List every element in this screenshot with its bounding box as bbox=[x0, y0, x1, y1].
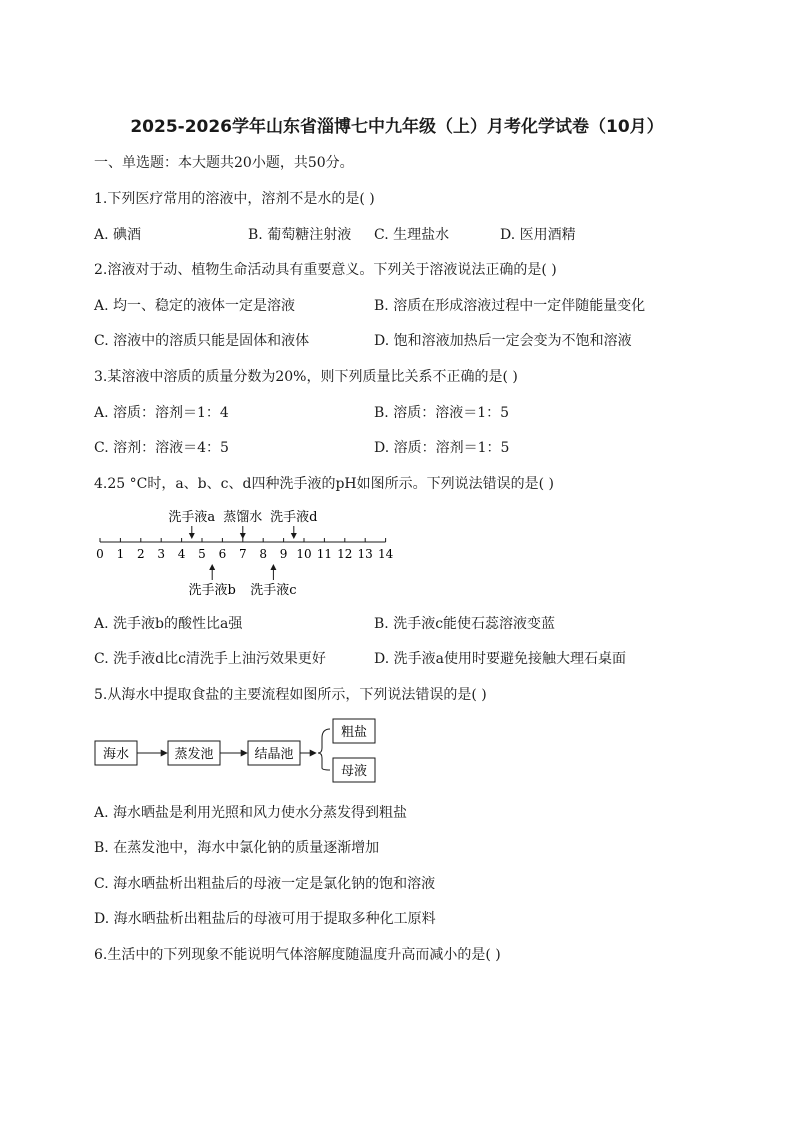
ph-arrowhead-down bbox=[291, 533, 297, 539]
q1-option-b: B. 葡萄糖注射液 bbox=[248, 227, 352, 243]
question-1-stem: 1.下列医疗常用的溶液中，溶剂不是水的是( ) bbox=[94, 191, 375, 207]
page-title: 2025-2026学年山东省淄博七中九年级（上）月考化学试卷（10月） bbox=[130, 117, 664, 137]
ph-tick-label: 8 bbox=[259, 547, 268, 561]
q2-option-d: D. 饱和溶液加热后一定会变为不饱和溶液 bbox=[374, 333, 632, 349]
ph-tick-label: 6 bbox=[218, 547, 227, 561]
q2-option-a: A. 均一、稳定的液体一定是溶液 bbox=[94, 298, 296, 314]
ph-label-above: 洗手液d bbox=[270, 510, 318, 525]
q1-option-d: D. 医用酒精 bbox=[500, 227, 576, 243]
q1-option-c: C. 生理盐水 bbox=[374, 227, 450, 243]
ph-tick-label: 7 bbox=[238, 547, 247, 561]
question-2-stem: 2.溶液对于动、植物生命活动具有重要意义。下列关于溶液说法正确的是( ) bbox=[94, 262, 557, 278]
ph-tick-label: 4 bbox=[177, 547, 186, 561]
q2-option-c: C. 溶液中的溶质只能是固体和液体 bbox=[94, 333, 310, 349]
ph-tick-label: 0 bbox=[96, 547, 104, 561]
ph-arrowhead-up bbox=[209, 564, 215, 570]
flow-output-crude-salt-label: 粗盐 bbox=[340, 725, 368, 740]
question-6-stem: 6.生活中的下列现象不能说明气体溶解度随温度升高而减小的是( ) bbox=[94, 947, 501, 963]
ph-tick-label: 1 bbox=[116, 547, 125, 561]
ph-tick-label: 12 bbox=[337, 547, 353, 561]
ph-tick-label: 13 bbox=[357, 547, 373, 561]
ph-label-above: 蒸馏水 bbox=[223, 510, 263, 525]
q4-option-d: D. 洗手液a使用时要避免接触大理石桌面 bbox=[374, 651, 626, 667]
q5-option-b: B. 在蒸发池中，海水中氯化钠的质量逐渐增加 bbox=[94, 840, 380, 856]
ph-tick-label: 14 bbox=[377, 547, 394, 561]
ph-ticks bbox=[96, 538, 393, 561]
q5-option-a: A. 海水晒盐是利用光照和风力使水分蒸发得到粗盐 bbox=[94, 805, 408, 821]
flow-node-seawater-label: 海水 bbox=[102, 747, 130, 762]
q3-option-c: C. 溶剂：溶液＝4：5 bbox=[94, 440, 229, 456]
ph-arrowhead-up bbox=[270, 564, 276, 570]
ph-tick-label: 10 bbox=[296, 547, 312, 561]
q3-option-a: A. 溶质：溶剂＝1：4 bbox=[94, 405, 229, 421]
section-heading: 一、单选题：本大题共20小题，共50分。 bbox=[94, 155, 354, 171]
flow-brace bbox=[318, 729, 330, 770]
ph-tick-label: 5 bbox=[198, 547, 206, 561]
salt-flow-diagram bbox=[90, 714, 390, 786]
ph-label-below: 洗手液c bbox=[250, 583, 297, 598]
ph-scale-figure bbox=[88, 502, 398, 598]
ph-tick-label: 9 bbox=[279, 547, 288, 561]
ph-arrowhead-down bbox=[240, 533, 246, 539]
ph-label-above: 洗手液a bbox=[168, 510, 216, 525]
q4-option-b: B. 洗手液c能使石蕊溶液变蓝 bbox=[374, 616, 556, 632]
q5-option-c: C. 海水晒盐析出粗盐后的母液一定是氯化钠的饱和溶液 bbox=[94, 876, 436, 892]
ph-tick-label: 3 bbox=[157, 547, 166, 561]
q3-option-d: D. 溶质：溶剂＝1：5 bbox=[374, 440, 510, 456]
question-3-stem: 3.某溶液中溶质的质量分数为20%，则下列质量比关系不正确的是( ) bbox=[94, 369, 518, 385]
ph-tick-label: 2 bbox=[136, 547, 145, 561]
q2-option-b: B. 溶质在形成溶液过程中一定伴随能量变化 bbox=[374, 298, 646, 314]
flow-node-crystallization-label: 结晶池 bbox=[254, 747, 294, 762]
q4-option-a: A. 洗手液b的酸性比a强 bbox=[94, 616, 243, 632]
flow-output-mother-liquor-label: 母液 bbox=[340, 764, 368, 779]
q1-option-a: A. 碘酒 bbox=[94, 227, 142, 243]
q3-option-b: B. 溶质：溶液＝1：5 bbox=[374, 405, 510, 421]
q4-option-c: C. 洗手液d比c清洗手上油污效果更好 bbox=[94, 651, 326, 667]
question-4-stem: 4.25 °C时，a、b、c、d四种洗手液的pH如图所示。下列说法错误的是( ) bbox=[94, 476, 554, 492]
q5-option-d: D. 海水晒盐析出粗盐后的母液可用于提取多种化工原料 bbox=[94, 911, 436, 927]
question-5-stem: 5.从海水中提取食盐的主要流程如图所示，下列说法错误的是( ) bbox=[94, 687, 487, 703]
flow-node-evaporation-label: 蒸发池 bbox=[174, 747, 214, 762]
ph-tick-label: 11 bbox=[316, 547, 333, 561]
ph-arrowhead-down bbox=[189, 533, 195, 539]
ph-label-below: 洗手液b bbox=[188, 583, 236, 598]
